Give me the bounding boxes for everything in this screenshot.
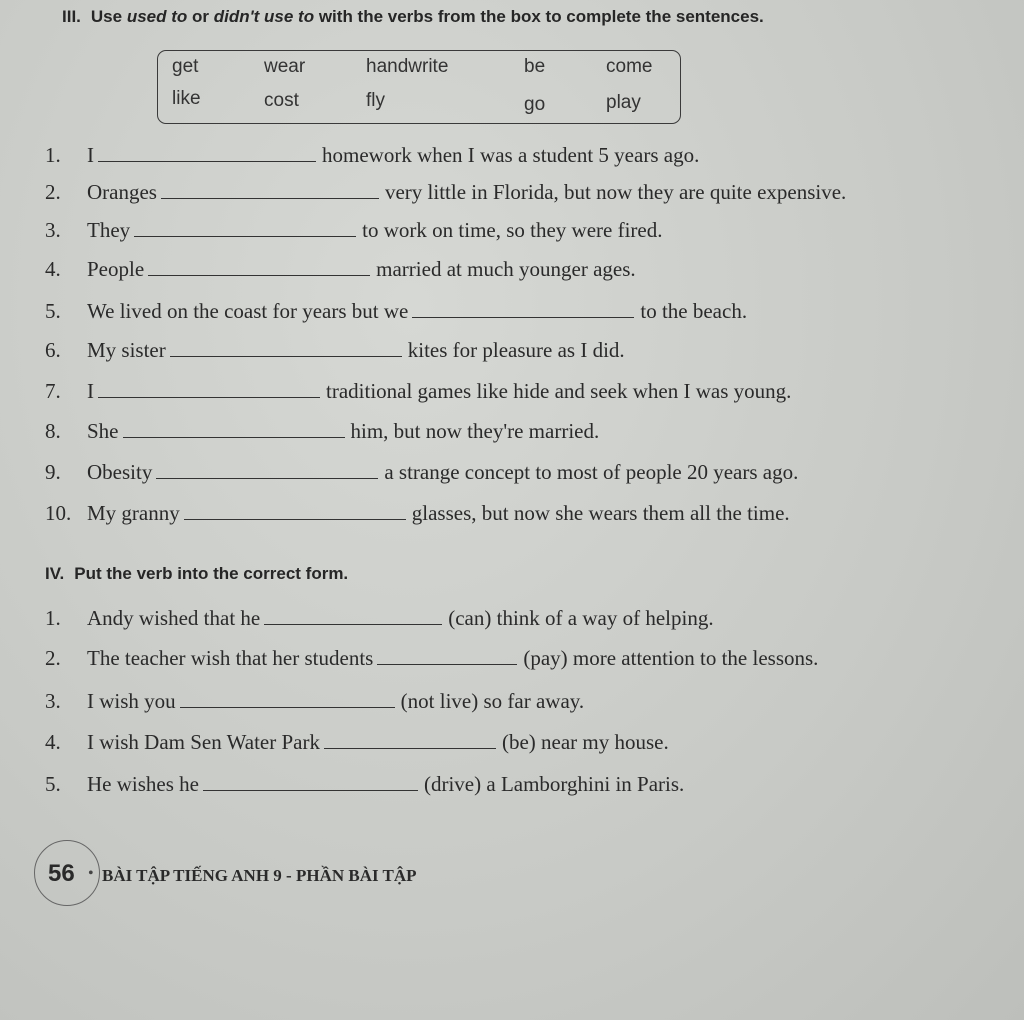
item-text-after: kites for pleasure as I did. [407, 338, 625, 362]
box-word: like [172, 88, 201, 109]
section-4-roman: IV. [45, 564, 65, 583]
instruction-didnt-use-to: didn't use to [213, 7, 315, 26]
page-number: 56 [48, 860, 75, 887]
item-text-before: My sister [87, 338, 166, 362]
item-text-before: The teacher wish that her students [87, 646, 374, 670]
box-word: be [524, 56, 546, 77]
answer-blank[interactable] [123, 436, 345, 438]
item-number: 5. [45, 299, 61, 323]
box-word: play [606, 92, 641, 113]
section-4-heading [45, 564, 348, 584]
item-text-after: to work on time, so they were fired. [362, 218, 663, 242]
item-text-after: (be) near my house. [501, 730, 669, 754]
item-number: 9. [45, 460, 61, 484]
item-number: 7. [45, 379, 61, 403]
answer-blank[interactable] [324, 747, 496, 749]
item-number: 3. [45, 218, 61, 242]
answer-blank[interactable] [264, 623, 442, 625]
box-word: fly [366, 90, 385, 111]
instruction-text: Put the verb into the correct form. [74, 564, 349, 583]
exercise-3-item [45, 143, 699, 168]
exercise-3-item [45, 180, 846, 205]
answer-blank[interactable] [184, 518, 406, 520]
item-text-after: traditional games like hide and seek when I was young. [326, 379, 792, 403]
answer-blank[interactable] [377, 663, 517, 665]
item-number: 3. [45, 689, 61, 713]
answer-blank[interactable] [156, 477, 378, 479]
verb-word-box [157, 50, 681, 124]
item-text-before: Andy wished that he [87, 606, 261, 630]
exercise-3-item [45, 419, 599, 444]
exercise-3-item [45, 460, 798, 485]
instruction-part: Use [90, 7, 127, 26]
exercise-4-item [45, 772, 684, 797]
item-text-before: I wish Dam Sen Water Park [87, 730, 320, 754]
instruction-part: with the verbs from the box to complete the sentences. [314, 7, 764, 26]
exercise-4-item [45, 730, 669, 755]
item-number: 10. [45, 501, 72, 525]
answer-blank[interactable] [148, 274, 370, 276]
item-text-after: a strange concept to most of people 20 years ago. [384, 460, 799, 484]
item-text-before: He wishes he [87, 772, 199, 796]
item-number: 2. [45, 646, 61, 670]
instruction-used-to: used to [126, 7, 188, 26]
answer-blank[interactable] [170, 355, 402, 357]
answer-blank[interactable] [98, 396, 320, 398]
answer-blank[interactable] [161, 197, 379, 199]
answer-blank[interactable] [412, 316, 634, 318]
item-text-before: Obesity [87, 460, 153, 484]
item-text-after: to the beach. [640, 299, 748, 323]
exercise-3-item [45, 379, 791, 404]
item-text-before: They [87, 218, 131, 242]
item-number: 1. [45, 143, 61, 167]
exercise-3-item [45, 501, 790, 526]
answer-blank[interactable] [180, 706, 395, 708]
footer-bullet: • [88, 865, 94, 882]
answer-blank[interactable] [203, 789, 418, 791]
item-number: 4. [45, 730, 61, 754]
item-text-after: (not live) so far away. [400, 689, 585, 713]
section-3-roman: III. [62, 7, 81, 26]
item-text-before: She [87, 419, 119, 443]
item-text-before: Oranges [87, 180, 157, 204]
item-text-before: My granny [87, 501, 180, 525]
exercise-3-item [45, 338, 625, 363]
item-number: 5. [45, 772, 61, 796]
box-word: come [606, 56, 653, 77]
answer-blank[interactable] [134, 235, 356, 237]
item-number: 6. [45, 338, 61, 362]
item-text-before: I [87, 379, 94, 403]
exercise-4-item [45, 689, 584, 714]
exercise-3-item [45, 218, 663, 243]
section-3-heading [62, 7, 764, 27]
item-text-before: I wish you [87, 689, 176, 713]
box-word: cost [264, 90, 299, 111]
box-word: handwrite [366, 56, 449, 77]
item-number: 2. [45, 180, 61, 204]
item-text-before: People [87, 257, 145, 281]
box-word: get [172, 56, 199, 77]
item-text-after: married at much younger ages. [376, 257, 636, 281]
item-text-after: (can) think of a way of helping. [448, 606, 714, 630]
answer-blank[interactable] [98, 160, 316, 162]
book-title: BÀI TẬP TIẾNG ANH 9 - PHẦN BÀI TẬP [102, 866, 417, 885]
box-word: wear [264, 56, 306, 77]
item-number: 8. [45, 419, 61, 443]
item-text-after: glasses, but now she wears them all the time. [411, 501, 790, 525]
box-word: go [524, 94, 546, 115]
item-text-after: him, but now they're married. [350, 419, 600, 443]
exercise-3-item [45, 299, 747, 324]
item-text-after: (drive) a Lamborghini in Paris. [423, 772, 685, 796]
exercise-4-item [45, 646, 818, 671]
item-text-after: (pay) more attention to the lessons. [523, 646, 819, 670]
item-text-before: I [87, 143, 94, 167]
item-number: 1. [45, 606, 61, 630]
item-text-before: We lived on the coast for years but we [87, 299, 409, 323]
exercise-4-item [45, 606, 714, 631]
page-footer [34, 840, 454, 910]
item-text-after: homework when I was a student 5 years ago. [322, 143, 700, 167]
instruction-part: or [187, 7, 214, 26]
exercise-3-item [45, 257, 636, 282]
item-number: 4. [45, 257, 61, 281]
item-text-after: very little in Florida, but now they are quite expensive. [384, 180, 847, 204]
